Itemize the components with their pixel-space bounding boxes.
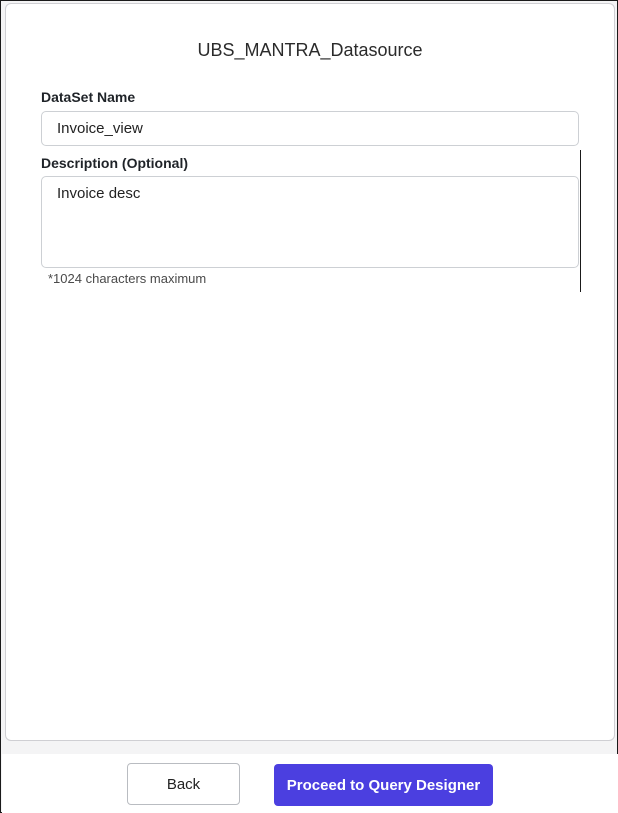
dialog-footer xyxy=(2,754,618,813)
back-button[interactable]: Back xyxy=(127,763,240,805)
description-label: Description (Optional) xyxy=(41,155,188,171)
dataset-name-input[interactable] xyxy=(41,111,579,146)
vertical-divider xyxy=(580,150,581,292)
dataset-name-label: DataSet Name xyxy=(41,89,136,105)
description-textarea[interactable] xyxy=(41,176,579,268)
form-panel xyxy=(5,3,615,741)
proceed-to-query-designer-button[interactable]: Proceed to Query Designer xyxy=(274,764,493,806)
dialog-title: UBS_MANTRA_Datasource xyxy=(197,40,423,60)
description-character-limit-hint: *1024 characters maximum xyxy=(48,271,207,286)
